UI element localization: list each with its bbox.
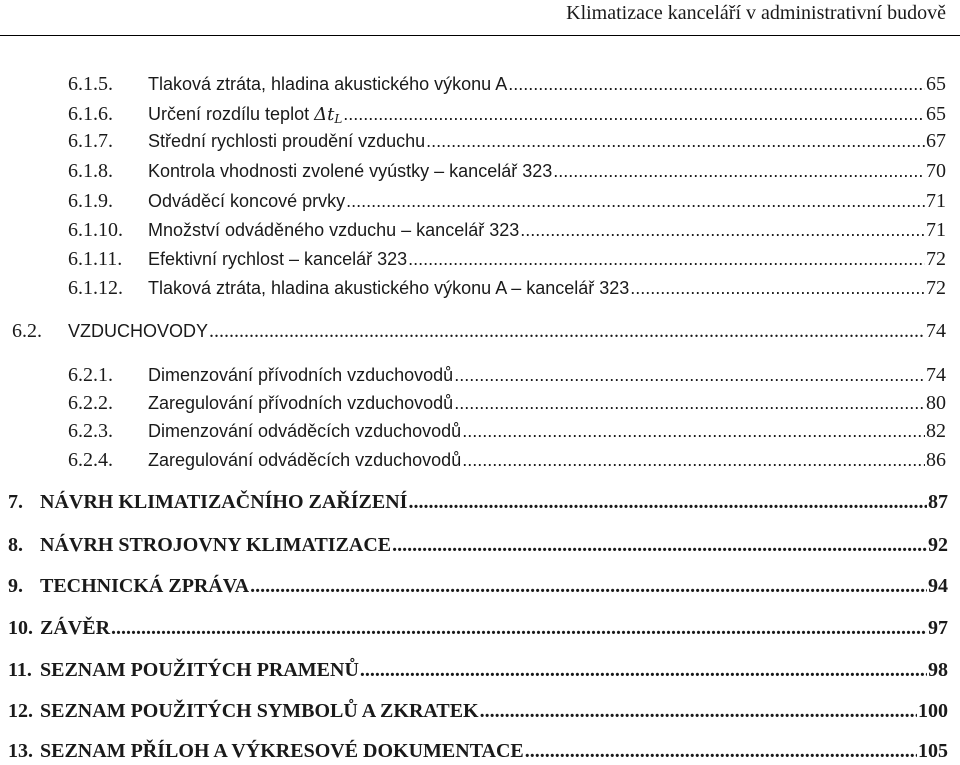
toc-entry-9[interactable] [8,572,948,600]
toc-title: SEZNAM PŘÍLOH A VÝKRESOVÉ DOKUMENTACE [40,740,524,762]
toc-page: 92 [928,534,948,556]
toc-page: 72 [926,248,946,270]
toc-title: Tlaková ztráta, hladina akustického výkonu A – kancelář 323 [148,278,630,298]
toc-title: Zaregulování přívodních vzduchovodů [148,393,454,413]
toc-page: 105 [918,740,948,762]
running-header: Klimatizace kanceláří v administrativní budově [566,2,946,24]
toc-title: VZDUCHOVODY [68,321,209,341]
toc-entry-6-1-6[interactable] [68,100,946,128]
toc-page: 86 [926,449,946,471]
toc-page: 82 [926,420,946,442]
toc-number: 8. [8,534,23,556]
toc-entry-11[interactable] [8,656,948,684]
toc-page: 74 [926,364,946,386]
leader-dots [408,488,927,516]
leader-dots [553,157,925,185]
toc-entry-8[interactable] [8,531,948,559]
toc-number: 6.2.1. [68,364,113,386]
leader-dots [209,317,925,345]
toc-title: NÁVRH KLIMATIZAČNÍHO ZAŘÍZENÍ [40,491,408,513]
leader-dots [525,737,917,765]
toc-title: Tlaková ztráta, hladina akustického výkonu A [148,74,508,94]
toc-entry-6-1-8[interactable] [68,157,946,185]
toc-page: 65 [926,103,946,125]
toc-entry-12[interactable] [8,697,948,725]
toc-page: 97 [928,617,948,639]
leader-dots [250,572,927,600]
toc-page: 70 [926,160,946,182]
toc-entry-6-1-9[interactable] [68,187,946,215]
toc-title: NÁVRH STROJOVNY KLIMATIZACE [40,534,392,556]
toc-entry-10[interactable] [8,614,948,642]
toc-number: 6.2.4. [68,449,113,471]
toc-number: 6.2. [12,320,42,342]
toc-title: Odváděcí koncové prvky [148,191,346,211]
toc-entry-6-1-10[interactable] [68,216,946,244]
toc-title: ZÁVĚR [40,617,111,639]
toc-page: 65 [926,73,946,95]
leader-dots [462,446,925,474]
toc-number: 12. [8,700,33,722]
toc-entry-6-1-5[interactable] [68,70,946,98]
toc-title: Množství odváděného vzduchu – kancelář 323 [148,220,520,240]
header-rule [0,35,960,36]
toc-entry-13[interactable] [8,737,948,765]
toc-number: 6.1.8. [68,160,113,182]
toc-entry-6-2-2[interactable] [68,389,946,417]
toc-entry-6-2-3[interactable] [68,417,946,445]
toc-title: Kontrola vhodnosti zvolené vyústky – kancelář 323 [148,161,553,181]
toc-title: Dimenzování odváděcích vzduchovodů [148,421,462,441]
toc-entry-6-1-7[interactable] [68,127,946,155]
toc-number: 6.1.11. [68,248,123,270]
toc-title: TECHNICKÁ ZPRÁVA [40,575,250,597]
leader-dots [426,127,925,155]
toc-number: 6.1.5. [68,73,113,95]
leader-dots [508,70,925,98]
leader-dots [454,361,925,389]
toc-number: 6.1.10. [68,219,123,241]
toc-title: Efektivní rychlost – kancelář 323 [148,249,408,269]
toc-entry-6-2-1[interactable] [68,361,946,389]
toc-page: 98 [928,659,948,681]
toc-entry-6-2-4[interactable] [68,446,946,474]
leader-dots [346,187,925,215]
toc-number: 6.1.7. [68,130,113,152]
toc-page: 87 [928,491,948,513]
toc-entry-7[interactable] [8,488,948,516]
leader-dots [111,614,927,642]
toc-entry-6-2[interactable] [12,317,946,345]
toc-title: SEZNAM POUŽITÝCH SYMBOLŮ A ZKRATEK [40,700,479,722]
toc-number: 6.2.2. [68,392,113,414]
toc-number: 6.1.9. [68,190,113,212]
toc-entry-6-1-12[interactable] [68,274,946,302]
toc-number: 13. [8,740,33,762]
toc-page: 74 [926,320,946,342]
toc-page: 67 [926,130,946,152]
leader-dots [630,274,925,302]
toc-entry-6-1-11[interactable] [68,245,946,273]
toc-title: Dimenzování přívodních vzduchovodů [148,365,454,385]
toc-number: 6.2.3. [68,420,113,442]
toc-title: SEZNAM POUŽITÝCH PRAMENŮ [40,659,359,681]
leader-dots [520,216,925,244]
toc-title: Určení rozdílu teplot $\Delta t_L$ [148,104,343,126]
delta-t-symbol: $\Delta t_L$ [314,104,343,126]
leader-dots [462,417,925,445]
leader-dots [408,245,925,273]
toc-title: Střední rychlosti proudění vzduchu [148,131,426,151]
toc-number: 7. [8,491,23,513]
leader-dots [454,389,925,417]
toc-number: 11. [8,659,32,681]
toc-page: 80 [926,392,946,414]
leader-dots [480,697,917,725]
toc-page: 71 [926,190,946,212]
toc-number: 6.1.12. [68,277,123,299]
toc-number: 6.1.6. [68,103,113,125]
toc-page: 71 [926,219,946,241]
toc-page: 100 [918,700,948,722]
leader-dots [360,656,927,684]
leader-dots [392,531,927,559]
toc-title: Zaregulování odváděcích vzduchovodů [148,450,462,470]
toc-page: 72 [926,277,946,299]
leader-dots [343,100,925,128]
toc-number: 9. [8,575,23,597]
toc-number: 10. [8,617,33,639]
toc-page: 94 [928,575,948,597]
